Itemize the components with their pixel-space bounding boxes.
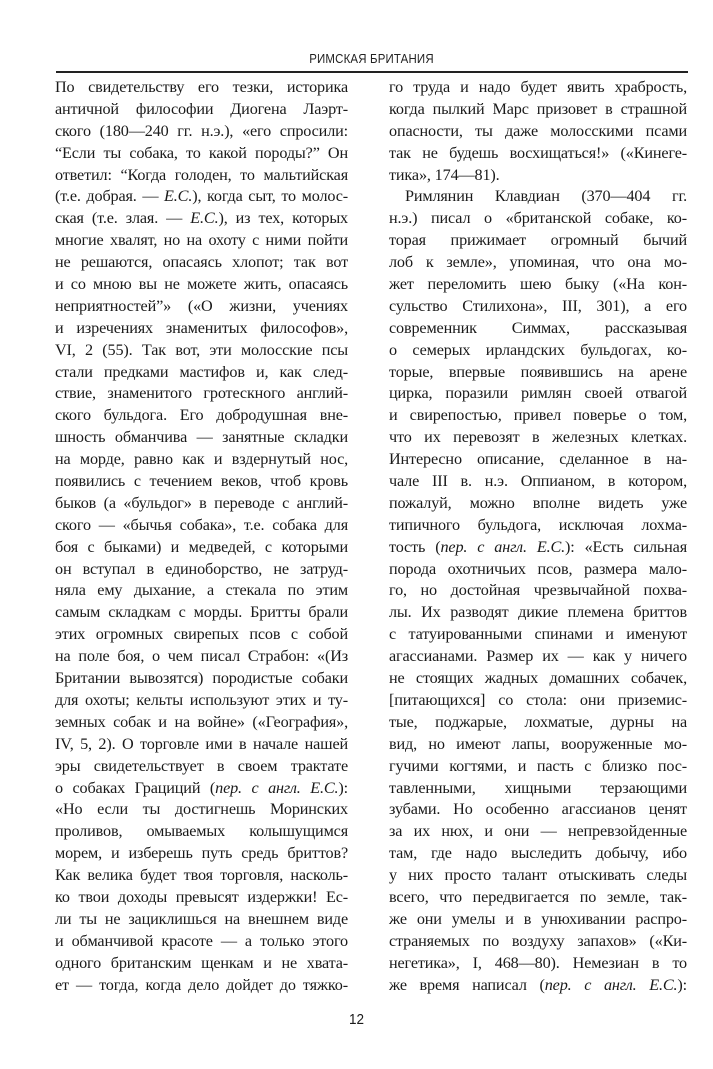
text-segment: пожалуй, можно вполне видеть уже — [389, 493, 687, 512]
text-line — [55, 362, 348, 384]
text-segment: для охоты; кельты используют этих и ту- — [55, 690, 348, 709]
text-segment: морем, и изберешь путь средь бриттов? — [55, 844, 348, 863]
text-segment: “Если ты собака, то какой породы?” Он — [55, 143, 348, 162]
text-segment: ствие, знаменитого гротескного англий- — [55, 384, 348, 403]
text-segment: ): «Есть сильная — [565, 537, 687, 556]
text-line — [55, 580, 348, 602]
text-segment: лоб к земле», упоминая, что она мо- — [389, 253, 687, 272]
text-segment: о семерых ирландских бульдогах, ко- — [389, 340, 687, 359]
text-line — [389, 471, 687, 493]
text-line — [55, 624, 348, 646]
text-segment: тика», 174—81). — [389, 165, 500, 184]
text-line — [389, 975, 687, 997]
text-line — [389, 340, 687, 362]
italic-annotation: пер. с англ. Е.С. — [215, 778, 339, 797]
text-segment: агассианами. Размер их — как у ничего — [389, 647, 687, 666]
text-line — [55, 405, 348, 427]
text-segment: появились с течением веков, чтоб кровь — [55, 472, 348, 491]
text-line — [389, 165, 687, 187]
text-segment: ответил: “Когда голоден, то мальтийская — [55, 165, 348, 184]
text-segment: типичного бульдога, исключая лохма- — [389, 515, 687, 534]
text-segment: [питающихся] со стола: они приземис- — [389, 690, 687, 709]
text-segment: боя с быками) и медведей, с которыми — [55, 537, 348, 556]
text-line — [55, 427, 348, 449]
text-segment: Интересно описание, сделанное в на- — [389, 450, 687, 469]
text-line — [55, 799, 348, 821]
text-line — [389, 931, 687, 953]
text-line — [389, 865, 687, 887]
text-line — [389, 99, 687, 121]
text-line — [389, 186, 687, 208]
text-segment: античной философии Диогена Лаэрт- — [55, 99, 348, 118]
text-line — [55, 121, 348, 143]
text-segment: цирка, поразили римлян своей отвагой — [389, 384, 687, 403]
text-segment: этих огромных свирепых псов с собой — [55, 625, 348, 644]
text-segment: ского — «бычья собака», т.е. собака для — [55, 515, 348, 534]
text-line — [389, 843, 687, 865]
text-line — [55, 165, 348, 187]
text-line — [389, 362, 687, 384]
text-segment: ): — [677, 975, 687, 994]
text-segment: Как велика будет твоя торговля, насколь- — [55, 866, 348, 885]
text-segment: «Но если ты достигнешь Моринских — [55, 800, 348, 819]
text-line — [55, 690, 348, 712]
text-segment: негетика», I, 468—80). Немезиан в то — [389, 953, 687, 972]
text-line — [389, 624, 687, 646]
text-segment: ), из тех, которых — [218, 209, 349, 228]
text-line — [55, 887, 348, 909]
text-line — [389, 515, 687, 537]
text-segment: VI, 2 (55). Так вот, эти молосские псы — [55, 340, 348, 359]
text-segment: за их нюх, и они — непревзойденные — [389, 822, 687, 841]
text-line — [389, 821, 687, 843]
text-line — [55, 449, 348, 471]
text-segment: ет — тогда, когда дело дойдет до тяжко- — [55, 975, 348, 994]
text-line — [55, 559, 348, 581]
text-line — [55, 865, 348, 887]
text-segment: тые, поджарые, лохматые, дурны на — [389, 712, 687, 731]
page-number: 12 — [348, 1011, 365, 1028]
text-segment: По свидетельству его тезки, историка — [55, 78, 348, 96]
text-line — [55, 668, 348, 690]
text-segment: ко твои доходы превысят издержки! Ес- — [55, 887, 348, 906]
text-line — [55, 208, 348, 230]
text-segment: Британии вывозятся) породистые собаки — [55, 669, 348, 688]
text-line — [389, 318, 687, 340]
text-line — [55, 493, 348, 515]
text-line — [55, 712, 348, 734]
text-line — [55, 186, 348, 208]
text-segment: н.э.) писал о «британской собаке, ко- — [389, 209, 687, 228]
text-line — [389, 296, 687, 318]
text-line — [389, 252, 687, 274]
text-segment: когда пылкий Марс призовет в страшной — [389, 99, 687, 118]
text-line — [55, 975, 348, 997]
text-segment: IV, 5, 2). О торговле ими в начале нашей — [55, 734, 348, 753]
text-segment: на морде, равно как и вздернутый нос, — [55, 450, 348, 469]
text-line — [389, 493, 687, 515]
text-segment: опасности, ты даже молосскими псами — [389, 121, 687, 140]
text-line — [55, 909, 348, 931]
text-line — [55, 274, 348, 296]
text-line — [55, 931, 348, 953]
text-segment: ): — [338, 778, 348, 797]
text-line — [55, 99, 348, 121]
text-segment: и обманчивой красоте — а только этого — [55, 931, 348, 950]
text-segment: жет переломить шею быку («На кон- — [389, 275, 687, 294]
text-segment: порода охотничьих псов, размера мало- — [389, 559, 687, 578]
italic-annotation: Е.С. — [190, 209, 219, 228]
text-line — [55, 77, 348, 99]
text-segment: страняемых по воздуху запахов» («Ки- — [389, 931, 687, 950]
text-segment: ского бульдога. Его добродушная вне- — [55, 406, 348, 425]
text-line — [55, 537, 348, 559]
text-line — [389, 449, 687, 471]
text-segment: современник Симмах, рассказывая — [389, 318, 687, 337]
text-line — [55, 734, 348, 756]
text-line — [55, 230, 348, 252]
text-line — [389, 77, 687, 99]
text-line — [55, 296, 348, 318]
text-segment: эры свидетельствует в своем трактате — [55, 756, 348, 775]
text-segment: что их перевозят в железных клетках. — [389, 428, 687, 447]
text-segment: всего, что передвигается по земле, так- — [389, 887, 687, 906]
text-segment: сульство Стилихона», III, 301), а его — [389, 296, 687, 315]
text-segment: и изречениях знаменитых философов», — [55, 318, 348, 337]
text-segment: тавленными, хищными терзающими — [389, 778, 687, 797]
text-line — [389, 580, 687, 602]
text-segment: вид, но имеют лапы, вооруженные мо- — [389, 734, 687, 753]
text-line — [55, 843, 348, 865]
text-line — [389, 208, 687, 230]
text-segment: с татуированными спинами и именуют — [389, 625, 687, 644]
text-segment: самым складкам с морды. Бритты брали — [55, 603, 348, 622]
text-line — [389, 799, 687, 821]
text-segment: у них просто талант отыскивать следы — [389, 866, 687, 885]
text-segment: многие хвалят, но на охоту с ними пойти — [55, 231, 348, 250]
right-column — [389, 77, 687, 996]
text-line — [389, 909, 687, 931]
text-line — [55, 778, 348, 800]
italic-annotation: Е.С. — [164, 187, 193, 206]
text-line — [55, 318, 348, 340]
text-segment: он вступал в единоборство, не затруд- — [55, 559, 348, 578]
text-line — [389, 778, 687, 800]
text-segment: и свирепостью, привел поверье о том, — [389, 406, 687, 425]
text-segment: шность обманчива — занятные складки — [55, 428, 348, 447]
text-line — [389, 887, 687, 909]
text-segment: одного британским щенкам и не хвата- — [55, 953, 348, 972]
text-segment: Римлянин Клавдиан (370—404 гг. — [405, 187, 687, 206]
text-line — [389, 405, 687, 427]
text-segment: торые, впервые появившись на арене — [389, 362, 687, 381]
text-segment: стали предками мастифов и, как след- — [55, 362, 348, 381]
text-line — [55, 383, 348, 405]
text-line — [55, 953, 348, 975]
italic-annotation: пер. с англ. Е.С. — [440, 537, 566, 556]
text-segment: проливов, омываемых колышущимся — [55, 822, 348, 841]
text-line — [389, 602, 687, 624]
text-segment: ская (т.е. злая. — — [55, 209, 191, 228]
text-segment: быков (а «бульдог» в переводе с англий- — [55, 493, 348, 512]
text-line — [389, 734, 687, 756]
text-segment: же время написал ( — [389, 975, 545, 994]
text-line — [55, 646, 348, 668]
text-line — [389, 690, 687, 712]
text-segment: ), когда сыт, то молос- — [192, 187, 348, 206]
text-line — [389, 427, 687, 449]
text-segment: земных собак и на войне» («География», — [55, 712, 348, 731]
text-line — [389, 143, 687, 165]
text-segment: го труда и надо будет явить храбрость, — [389, 78, 687, 96]
text-segment: тость ( — [389, 537, 441, 556]
text-segment: там, где надо выследить добычу, ибо — [389, 844, 687, 863]
text-line — [55, 143, 348, 165]
text-line — [55, 515, 348, 537]
text-segment: так не будешь восхищаться!» («Кинеге- — [389, 143, 687, 162]
text-line — [55, 756, 348, 778]
running-header: РИМСКАЯ БРИТАНИЯ — [309, 51, 434, 66]
text-segment: чале III в. н.э. Оппианом, в котором, — [389, 472, 687, 491]
text-line — [389, 559, 687, 581]
text-segment: торая прижимает огромный бычий — [389, 231, 687, 250]
text-line — [389, 274, 687, 296]
text-segment: о собаках Грациций ( — [55, 778, 216, 797]
text-line — [55, 471, 348, 493]
text-segment: ского (180—240 гг. н.э.), «его спросили: — [55, 121, 348, 140]
left-column — [55, 77, 348, 996]
text-line — [389, 121, 687, 143]
text-line — [55, 252, 348, 274]
text-segment: (т.е. добрая. — — [55, 187, 165, 206]
text-line — [389, 383, 687, 405]
text-segment: го, но достойная чрезвычайной похва- — [389, 581, 687, 600]
text-line — [389, 537, 687, 559]
text-line — [389, 953, 687, 975]
text-line — [389, 756, 687, 778]
header-rule — [56, 71, 688, 73]
text-segment: няла ему дыхание, а стекала по этим — [55, 581, 348, 600]
text-line — [389, 668, 687, 690]
italic-annotation: пер. с англ. Е.С. — [544, 975, 678, 994]
text-segment: неприятностей”» («О жизни, учениях — [55, 296, 348, 315]
text-segment: не стоящих жадных домашних собачек, — [389, 669, 687, 688]
text-segment: гучими когтями, и пасть с близко пос- — [389, 756, 687, 775]
text-segment: же они умелы и в унюхивании распро- — [389, 909, 687, 928]
text-line — [389, 712, 687, 734]
text-line — [389, 230, 687, 252]
text-segment: ли ты не зациклишься на внешнем виде — [55, 909, 348, 928]
text-line — [55, 340, 348, 362]
text-line — [55, 602, 348, 624]
text-segment: не решаются, опасаясь хлопот; так вот — [55, 253, 348, 272]
text-segment: зубами. Но особенно агассианов ценят — [389, 800, 687, 819]
text-segment: лы. Их разводят дикие племена бриттов — [389, 603, 687, 622]
text-line — [389, 646, 687, 668]
text-segment: и со мною вы не можете жить, опасаясь — [55, 275, 348, 294]
text-segment: на поле боя, о чем писал Страбон: «(Из — [55, 647, 348, 666]
text-line — [55, 821, 348, 843]
